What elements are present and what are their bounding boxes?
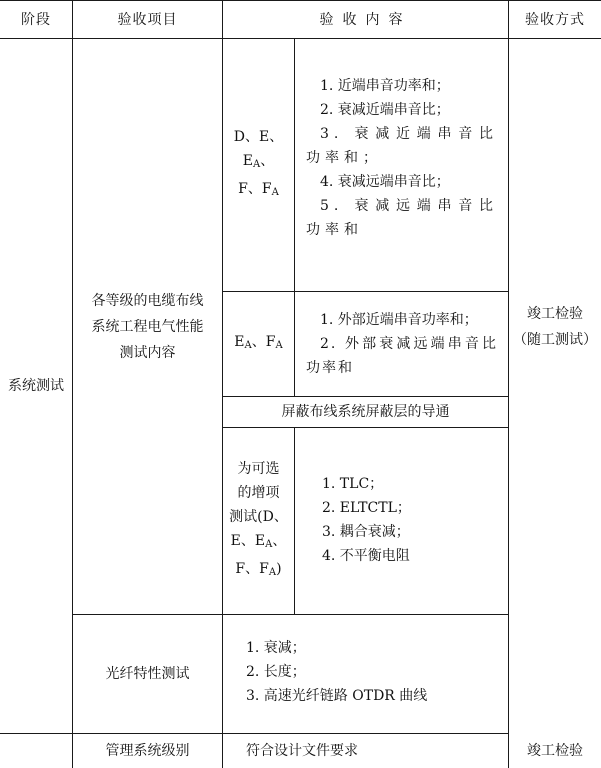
- electrical-item: [73, 39, 222, 614]
- fiber-item-1: 1. 衰减；: [246, 640, 306, 656]
- header-method: 验收方式: [525, 11, 585, 28]
- management-item: 管理系统级别: [105, 743, 190, 759]
- management-content: 符合设计文件要求: [246, 743, 358, 759]
- group2-classes: $E_A$、$F_A$: [234, 334, 283, 351]
- group3-classes-line-2: 的增项: [237, 485, 280, 501]
- fiber-item: 光纤特性测试: [105, 666, 190, 682]
- group1-items: [306, 74, 498, 242]
- group3-classes-line-5: F、$F_A$): [235, 561, 282, 578]
- method-line-1: 竣工检验: [527, 305, 583, 322]
- header-item: 验收项目: [117, 11, 178, 28]
- group1-item-2: 2. 衰减近端串音比；: [320, 102, 450, 118]
- group3-classes-line-3: 测试(D、: [229, 509, 288, 525]
- group1-classes-line-1: D、E、$E_A$、: [233, 129, 284, 170]
- electrical-item-line-1: 各等级的电缆布线: [91, 292, 204, 309]
- group2-item-1: 1. 外部近端串音功率和；: [320, 312, 478, 328]
- fiber-items: [246, 636, 501, 708]
- header-stage: 阶段: [21, 11, 51, 28]
- management-method: 竣工检验: [527, 743, 583, 759]
- group3-classes-line-4: E、$E_A$、: [230, 533, 287, 550]
- group1-classes: [223, 39, 294, 291]
- electrical-item-line-2: 系统工程电气性能: [91, 318, 204, 335]
- group3-item-3: 3. 耦合衰减；: [322, 524, 410, 540]
- group3-classes: [223, 428, 294, 614]
- group1-item-3: 3. 衰减近端串音比功率和；: [306, 126, 498, 166]
- method-line-2: （随工测试）: [513, 331, 597, 348]
- rule-col3-upper: [294, 38, 295, 396]
- group1-item-1: 1. 近端串音功率和；: [320, 78, 450, 94]
- rule-col3-lower: [294, 427, 295, 614]
- fiber-item-3: 3. 高速光纤链路 OTDR 曲线: [246, 688, 428, 704]
- method-electrical: [509, 39, 601, 614]
- group1-item-5: 5. 衰减远端串音比功率和: [306, 198, 498, 238]
- group1-item-4: 4. 衰减远端串音比；: [320, 174, 450, 190]
- group3-item-4: 4. 不平衡电阻: [322, 548, 410, 564]
- fiber-item-2: 2. 长度；: [246, 664, 306, 680]
- group1-classes-line-2: F、$F_A$: [238, 181, 279, 198]
- group2-items: [306, 308, 498, 380]
- group2-item-2: 2. 外部衰减远端串音比功率和: [306, 336, 498, 376]
- group3-items: [322, 472, 502, 568]
- shield-continuity: 屏蔽布线系统屏蔽层的导通: [281, 404, 450, 420]
- group3-classes-line-1: 为可选: [237, 461, 280, 477]
- stage-system-test: 系统测试: [8, 378, 64, 394]
- group3-item-1: 1. TLC；: [322, 476, 384, 492]
- group3-item-2: 2. ELTCTL；: [322, 500, 411, 516]
- electrical-item-line-3: 测试内容: [119, 344, 176, 361]
- header-content: 验收内容: [319, 11, 412, 28]
